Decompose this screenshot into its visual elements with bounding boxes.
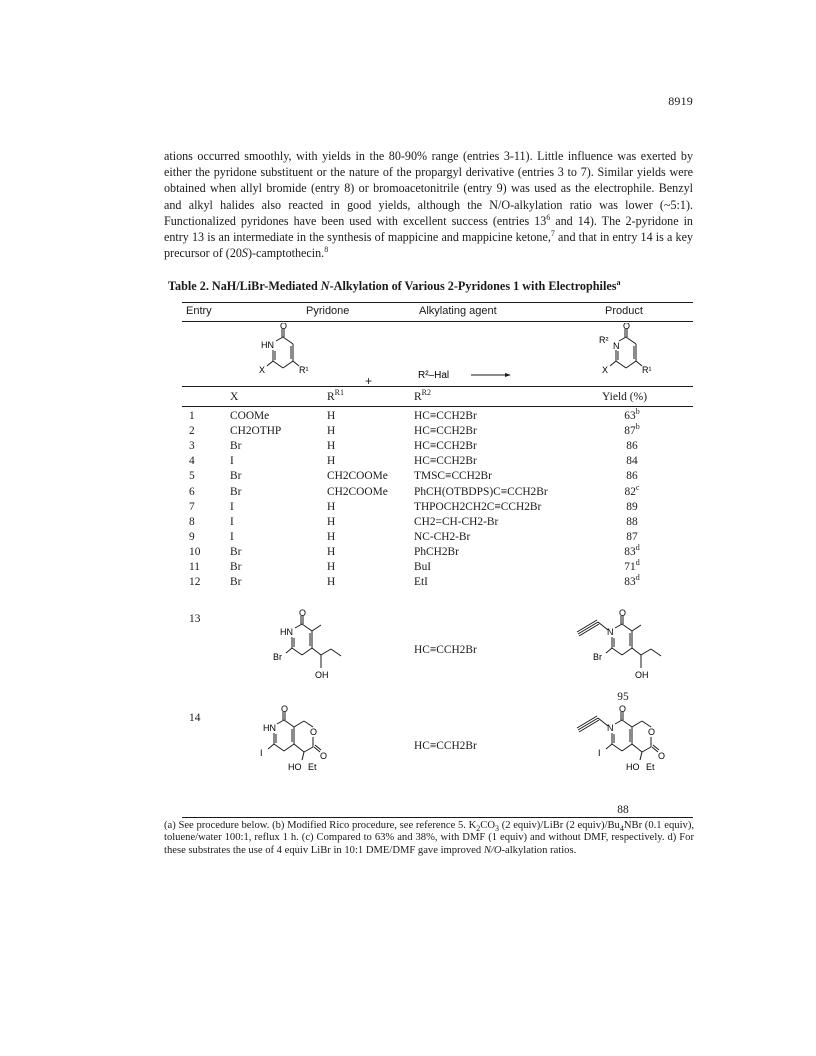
entry-cell: 3: [189, 440, 195, 453]
table-row: [182, 482, 693, 501]
entry-14-number: 14: [189, 712, 201, 724]
yield-value: 88: [626, 515, 638, 528]
scheme-rule: [182, 386, 693, 387]
x-cell: COOMe: [230, 410, 270, 422]
x-cell: Br: [230, 576, 242, 589]
atom-o: O: [619, 608, 627, 618]
atom-x: X: [259, 365, 266, 375]
r1-cell: CH2COOMe: [327, 485, 388, 498]
r1-cell: H: [327, 455, 336, 468]
table-row: [182, 516, 693, 531]
table-row: [182, 455, 693, 470]
atom-carbonyl-o: O: [658, 751, 666, 761]
yield-cell: [602, 470, 662, 482]
r2-cell: PhCH2Br: [414, 545, 459, 558]
header-product: Product: [605, 305, 643, 317]
r1-cell: H: [327, 576, 336, 589]
yield-cell: [602, 573, 662, 589]
r2-cell: NC-CH2-Br: [414, 530, 471, 543]
atom-hn: HN: [261, 340, 274, 350]
x-cell: CH2OTHP: [230, 425, 282, 438]
atom-hn: HN: [263, 723, 276, 733]
yield-value: 83: [624, 545, 636, 558]
atom-et: Et: [308, 762, 317, 772]
r1-cell: H: [327, 425, 336, 438]
yield-note: d: [635, 543, 640, 553]
r2-cell: EtI: [414, 576, 428, 589]
entry-13-alkylating-agent: HC≡CCH2Br: [414, 644, 477, 656]
yield-note: d: [635, 573, 640, 583]
atom-i: I: [598, 748, 601, 758]
table-row: [182, 543, 693, 561]
yield-value: 83: [624, 576, 636, 589]
r2-cell: HC≡CCH2Br: [414, 425, 477, 438]
atom-n: N: [607, 723, 614, 733]
r1-cell: H: [327, 500, 336, 513]
pyridone-structure: [255, 323, 335, 385]
entry-14-pyridone-structure: [258, 704, 368, 780]
table-caption: Table 2. NaH/LiBr-Mediated N-Alkylation of Various 2-Pyridones 1 with Electrophiles$^a$: [168, 277, 621, 293]
atom-o: O: [623, 323, 631, 331]
entry-13-product-structure: [558, 608, 688, 688]
atom-et: Et: [646, 762, 655, 772]
r1-cell: H: [327, 410, 336, 422]
atom-oh: OH: [635, 670, 649, 680]
table-footnotes: (a) See procedure below. (b) Modified Rico procedure, see reference 5. $K_2CO_3$ (2 equiv)/LiBr (2 $equiv)/Bu_4NBr$ (0.1 equiv), toluene/water 100:1, reflux 1 h. (c) Compared to 63% and 38%, with DMF (1 equiv) and without DMF, respectively. d) For these substrates the use of 4 equiv LiBr in 10:1 DME/DMF gave improved N/O-alkylation ratios.: [164, 820, 694, 856]
yield-value: 71: [624, 561, 636, 573]
yield-cell: [602, 516, 662, 528]
entry-14-product-structure: [558, 704, 688, 780]
atom-o: O: [299, 608, 307, 618]
header-rule: [182, 321, 693, 322]
atom-n: N: [607, 627, 614, 637]
atom-r2: R²: [599, 335, 609, 345]
table-bottom-rule: [182, 817, 693, 818]
entry-cell: 4: [189, 455, 195, 468]
yield-value: 86: [626, 440, 638, 453]
table-row: [182, 501, 693, 516]
r1-cell: H: [327, 440, 336, 453]
r2-cell: HC≡CCH2Br: [414, 455, 477, 468]
yield-value: 82: [624, 485, 636, 498]
r2-cell: HC≡CCH2Br: [414, 440, 477, 453]
entry-cell: 10: [189, 545, 201, 558]
reagent-label: R²–Hal: [418, 370, 450, 381]
r1-cell: H: [327, 530, 336, 543]
entry-cell: 1: [189, 410, 195, 422]
r1-cell: H: [327, 515, 336, 528]
yield-cell: [602, 501, 662, 513]
table-top-rule: [182, 302, 693, 303]
yield-value: 89: [626, 500, 638, 513]
body-paragraph: ations occurred smoothly, with yields in the 80-90% range (entries 3-11). Little influence was exerted by either the pyridone substituent or the nature of the propargyl derivative (entries 3 to 7). Similar yields were obtained when allyl bromide (entry 8) or bromoacetonitrile (entry 9) was used as the electrophile. Benzyl and alkyl halides also reacted in good yields, although the N/O-alkylation ratio was lower (~5:1). Functionalized pyridones have been used with excellent success (entries $13^6$ and 14). The 2-pyridone in entry 13 is an intermediate in the synthesis of mappicine and mappicine ketone,$^7$ and that in entry 14 is a key precursor of (20S)-camptothecin.$^8$: [164, 149, 693, 261]
yield-note: c: [635, 482, 640, 492]
entry-cell: 9: [189, 530, 195, 543]
table-row: [182, 531, 693, 546]
entry-13-yield: 95: [617, 691, 629, 703]
r1-cell: H: [327, 561, 336, 573]
r2-cell: HC≡CCH2Br: [414, 410, 477, 422]
yield-value: 63: [624, 410, 636, 422]
yield-note: b: [635, 422, 640, 432]
yield-cell: [602, 482, 662, 498]
atom-o: O: [280, 323, 288, 331]
yield-cell: [602, 455, 662, 467]
x-cell: I: [230, 530, 234, 543]
x-cell: I: [230, 515, 234, 528]
x-cell: Br: [230, 545, 242, 558]
r1-cell: H: [327, 545, 336, 558]
r2-cell: BuI: [414, 561, 432, 573]
entry-cell: 7: [189, 500, 195, 513]
atom-o: O: [619, 704, 627, 714]
atom-br: Br: [593, 652, 602, 662]
subheader-yield: Yield (%): [602, 391, 648, 403]
subheader-r1: $R^{R1}$: [327, 388, 345, 403]
subheader-r2: $R^{R2}$: [414, 388, 432, 403]
table-row: [182, 422, 693, 440]
entry-14-yield: 88: [617, 804, 629, 816]
yield-cell: [602, 531, 662, 543]
table-row: [182, 573, 693, 591]
reagent-r2-hal: [418, 366, 518, 384]
table-row: [182, 407, 693, 425]
entry-13-number: 13: [189, 613, 201, 625]
yield-value: 84: [626, 455, 638, 468]
atom-ring-o: O: [648, 727, 656, 737]
r2-cell: PhCH(OTBDPS)C≡CCH2Br: [414, 485, 548, 498]
yield-cell: [602, 543, 662, 558]
x-cell: Br: [230, 470, 242, 483]
atom-r1: R¹: [642, 365, 652, 375]
table-row: [182, 558, 693, 576]
page-number: 8919: [668, 94, 693, 108]
atom-ho: HO: [288, 762, 302, 772]
atom-hn: HN: [280, 627, 293, 637]
header-entry: Entry: [186, 305, 212, 317]
x-cell: I: [230, 500, 234, 513]
x-cell: Br: [230, 440, 242, 453]
atom-n: N: [613, 341, 620, 351]
yield-cell: [602, 407, 662, 422]
entry-cell: 8: [189, 515, 195, 528]
r2-cell: TMSC≡CCH2Br: [414, 470, 492, 483]
subheader-x: X: [230, 391, 239, 403]
atom-carbonyl-o: O: [320, 751, 328, 761]
subheader-rule: [182, 406, 693, 407]
atom-ho: HO: [626, 762, 640, 772]
yield-cell: [602, 422, 662, 438]
x-cell: Br: [230, 561, 242, 573]
header-pyridone: Pyridone: [306, 305, 350, 317]
table-row: [182, 470, 693, 485]
entry-cell: 12: [189, 576, 201, 589]
x-cell: Br: [230, 485, 242, 498]
yield-note: d: [635, 558, 640, 568]
yield-value: 87: [624, 425, 636, 438]
atom-o: O: [281, 704, 289, 714]
yield-cell: [602, 440, 662, 452]
atom-r1: R¹: [299, 365, 309, 375]
x-cell: I: [230, 455, 234, 468]
entry-cell: 5: [189, 470, 195, 483]
atom-i: I: [260, 748, 263, 758]
r2-cell: THPOCH2CH2C≡CCH2Br: [414, 500, 542, 513]
yield-note: b: [635, 407, 640, 417]
product-structure: [588, 323, 668, 385]
entry-cell: 6: [189, 485, 195, 498]
atom-oh: OH: [315, 670, 329, 680]
atom-br: Br: [273, 652, 282, 662]
r1-cell: CH2COOMe: [327, 470, 388, 483]
atom-ring-o: O: [310, 727, 318, 737]
entry-13-pyridone-structure: [268, 608, 368, 688]
r2-cell: CH2=CH-CH2-Br: [414, 515, 499, 528]
yield-value: 87: [626, 530, 638, 543]
table-row: [182, 440, 693, 455]
entry-cell: 2: [189, 425, 195, 438]
atom-x: X: [602, 365, 609, 375]
yield-cell: [602, 558, 662, 573]
scheme-plus: +: [365, 374, 373, 388]
header-alkylating-agent: Alkylating agent: [419, 305, 497, 317]
entry-14-alkylating-agent: HC≡CCH2Br: [414, 740, 477, 752]
yield-value: 86: [626, 470, 638, 483]
entry-cell: 11: [189, 561, 200, 573]
